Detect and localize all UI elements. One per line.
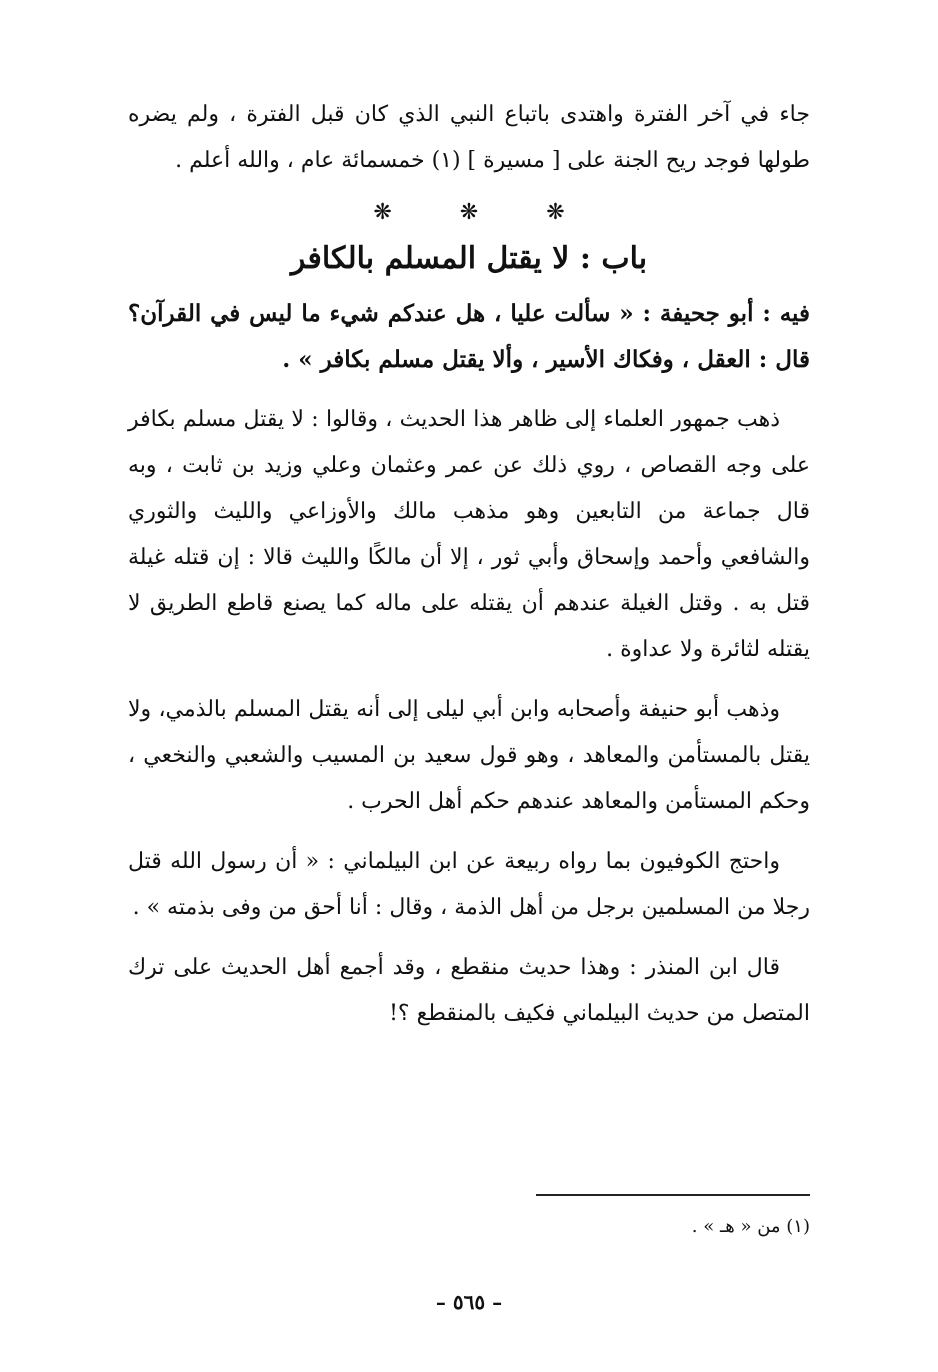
footnote-divider bbox=[536, 1194, 810, 1196]
body-paragraph: واحتج الكوفيون بما رواه ربيعة عن ابن البيلماني : « أن رسول الله قتل رجلا من المسلمين برجل من أهل الذمة ، وقال : أنا أحق من وفى بذمته » . bbox=[128, 849, 810, 920]
footnote: (١) من « هـ » . bbox=[691, 1216, 810, 1237]
hadith-text: فيه : أبو جحيفة : « سألت عليا ، هل عندكم شيء ما ليس في القرآن؟ قال : العقل ، وفكاك الأسير ، وألا يقتل مسلم بكافر » . bbox=[128, 300, 810, 373]
opening-paragraph: جاء في آخر الفترة واهتدى باتباع النبي الذي كان قبل الفترة ، ولم يضره طولها فوجد ريح الجنة على [ مسيرة ] (١) خمسمائة عام ، والله أعلم . bbox=[128, 102, 810, 173]
separator-star-icon: ❋ bbox=[546, 200, 565, 225]
body-paragraph: وذهب أبو حنيفة وأصحابه وابن أبي ليلى إلى أنه يقتل المسلم بالذمي، ولا يقتل بالمستأمن والمعاهد ، وهو قول سعيد بن المسيب والشعبي والنخعي ، وحكم المستأمن والمعاهد عندهم حكم أهل الحرب . bbox=[128, 697, 810, 814]
chapter-title: باب : لا يقتل المسلم بالكافر bbox=[290, 241, 648, 276]
section-separator bbox=[128, 200, 810, 225]
separator-star-icon: ❋ bbox=[459, 200, 479, 225]
body-paragraph: ذهب جمهور العلماء إلى ظاهر هذا الحديث ، وقالوا : لا يقتل مسلم بكافر على وجه القصاص ، روي ذلك عن عمر وعثمان وعلي وزيد بن ثابت ، وبه قال جماعة من التابعين وهو مذهب مالك والأوزاعي والليث والثوري والشافعي وأحمد وإسحاق وأبي ثور ، إلا أن مالكًا والليث قالا : إن قتله غيلة قتل به . وقتل الغيلة عندهم أن يقتله على ماله كما يصنع قاطع الطريق لا يقتله لثائرة ولا عداوة . bbox=[128, 407, 810, 662]
page-content bbox=[128, 92, 810, 1037]
body-paragraph: قال ابن المنذر : وهذا حديث منقطع ، وقد أجمع أهل الحديث على ترك المتصل من حديث البيلماني فكيف بالمنقطع ؟! bbox=[128, 955, 810, 1026]
separator-star-icon: ❋ bbox=[373, 200, 392, 225]
page-number: – ٥٦٥ – bbox=[435, 1290, 503, 1314]
